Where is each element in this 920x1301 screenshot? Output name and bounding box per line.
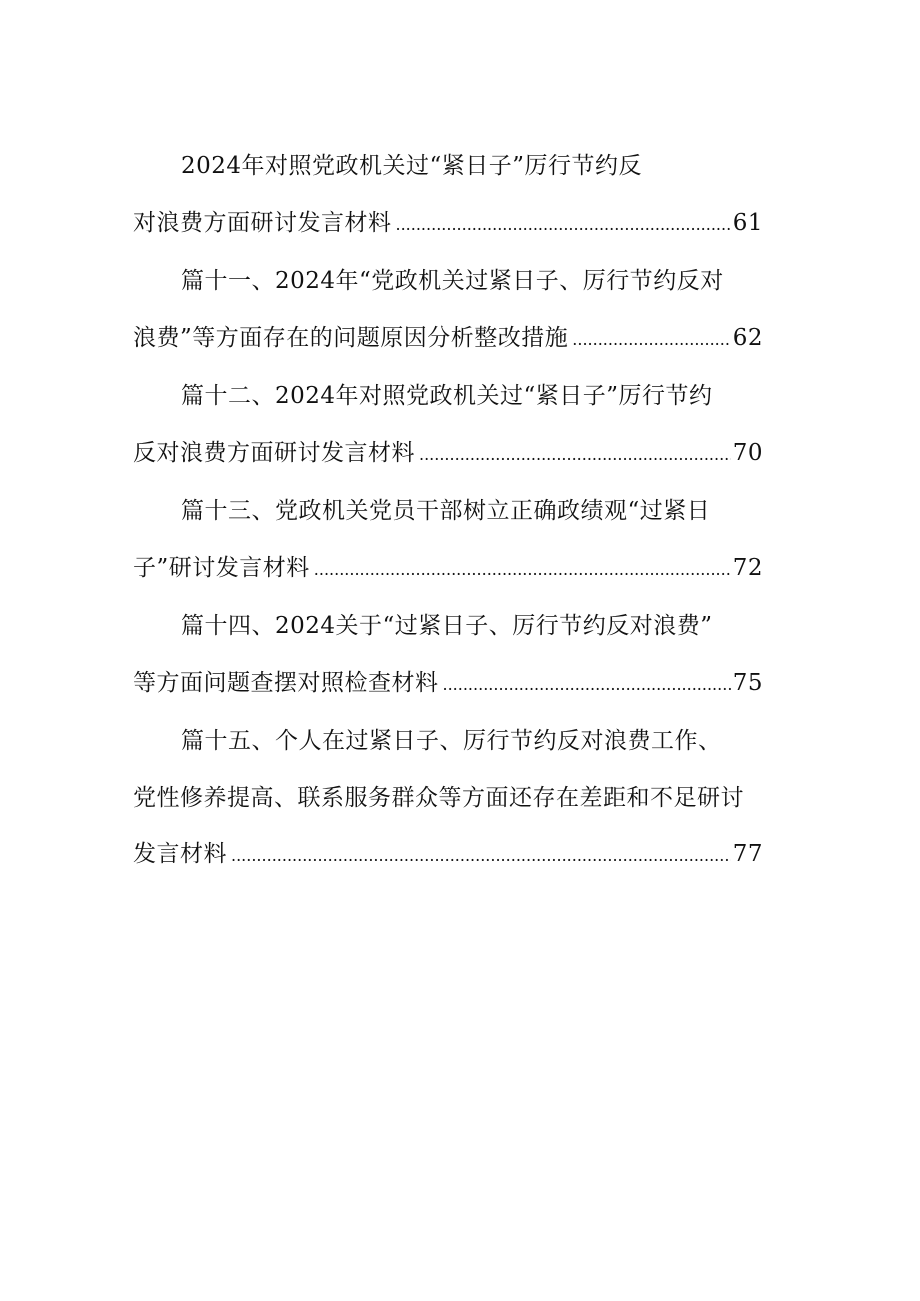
toc-entry-last-line — [133, 195, 763, 254]
toc-entry-title-tail: 反对浪费方面研讨发言材料 — [133, 439, 415, 466]
toc-entry[interactable] — [133, 368, 763, 483]
dot-leader — [419, 427, 731, 484]
dot-leader — [231, 828, 731, 885]
dot-leader — [396, 197, 731, 254]
toc-entry[interactable] — [133, 713, 763, 885]
toc-page-number: 75 — [732, 669, 763, 696]
toc-entry[interactable] — [133, 483, 763, 598]
toc-entry-last-line — [133, 540, 763, 599]
toc-entry-title-line: 篇十三、党政机关党员干部树立正确政绩观“过紧日 — [181, 498, 711, 524]
toc-entry-title-line: 篇十二、2024年对照党政机关过“紧日子”厉行节约 — [181, 383, 713, 409]
toc-entry-title-tail: 浪费”等方面存在的问题原因分析整改措施 — [133, 324, 569, 351]
toc-entry-title-tail: 发言材料 — [133, 841, 227, 867]
toc-entry-title-tail: 对浪费方面研讨发言材料 — [133, 209, 392, 236]
toc-entry-title-line: 党性修养提高、联系服务群众等方面还存在差距和不足研讨 — [133, 784, 744, 811]
toc-entry[interactable] — [133, 253, 763, 368]
dot-leader — [443, 657, 731, 714]
toc-page-number: 62 — [732, 324, 763, 351]
toc-entry-last-line — [133, 310, 763, 369]
toc-page-number: 77 — [732, 841, 763, 867]
dot-leader — [314, 542, 731, 599]
dot-leader — [572, 312, 730, 369]
toc-page-number: 61 — [732, 209, 763, 236]
toc-entry-last-line — [133, 425, 763, 484]
toc-entry[interactable] — [133, 598, 763, 713]
toc-entry-title-line: 篇十四、2024关于“过紧日子、厉行节约反对浪费” — [181, 613, 713, 639]
toc-entry-title-line: 篇十一、2024年“党政机关过紧日子、厉行节约反对 — [181, 268, 724, 294]
toc-entry-last-line — [133, 655, 763, 714]
toc-entry[interactable] — [133, 138, 763, 253]
toc-page-number: 72 — [732, 554, 763, 581]
table-of-contents — [133, 138, 763, 885]
toc-entry-title-line: 篇十五、个人在过紧日子、厉行节约反对浪费工作、 — [181, 728, 722, 754]
toc-entry-title-tail: 子”研讨发言材料 — [133, 554, 310, 581]
toc-entry-title-line: 2024年对照党政机关过“紧日子”厉行节约反 — [181, 153, 643, 179]
toc-entry-last-line — [133, 826, 763, 885]
toc-page-number: 70 — [732, 439, 763, 466]
toc-entry-title-tail: 等方面问题查摆对照检查材料 — [133, 669, 439, 696]
